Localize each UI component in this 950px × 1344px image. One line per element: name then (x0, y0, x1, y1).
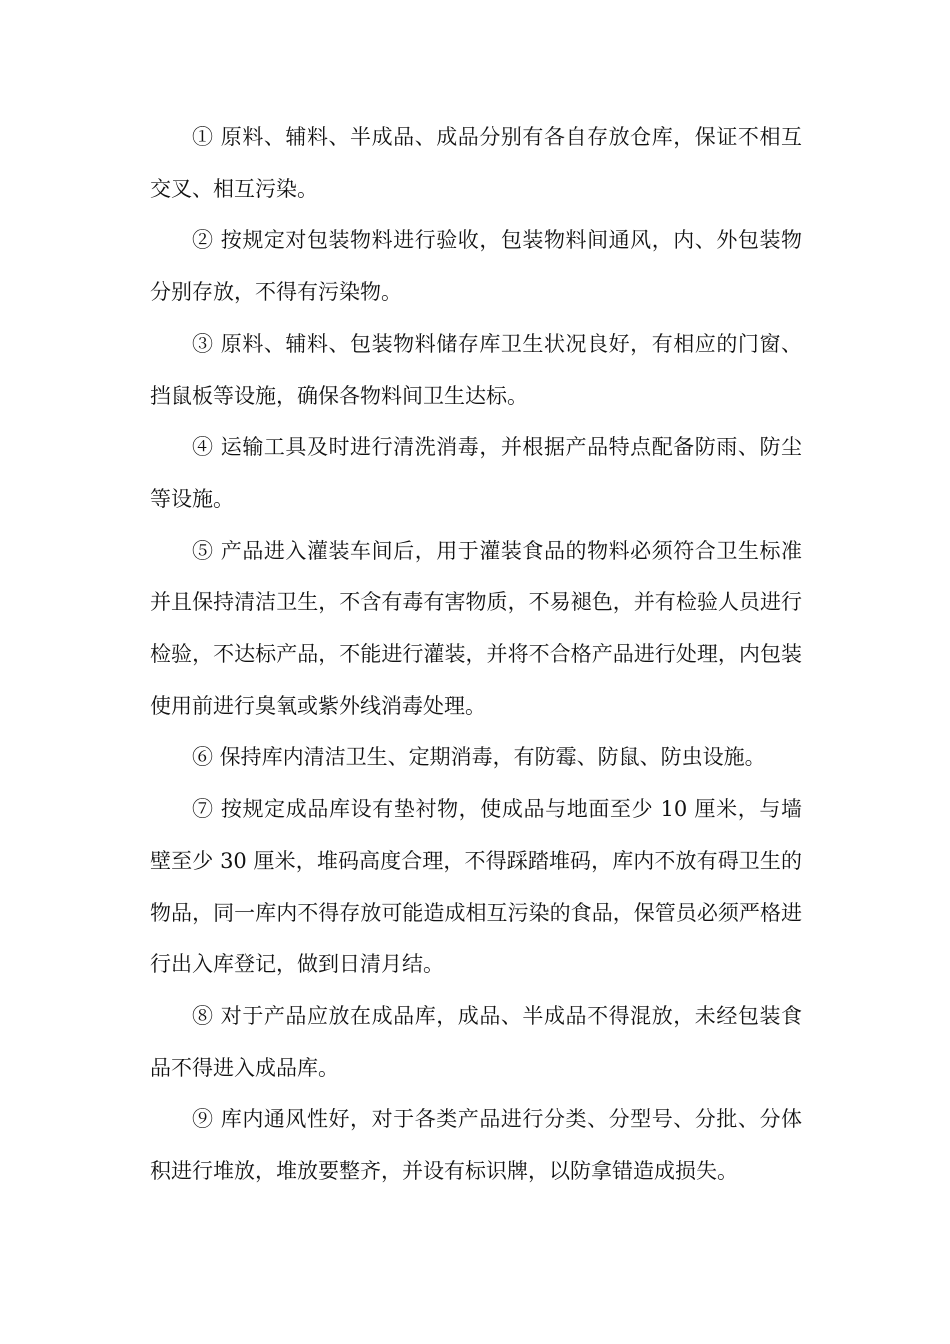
paragraph-5: ⑤ 产品进入灌装车间后，用于灌装食品的物料必须符合卫生标准并且保持清洁卫生，不含有毒有害物质，不易褪色，并有检验人员进行检验，不达标产品，不能进行灌装，并将不合格产品进行处理，内包装使用前进行臭氧或紫外线消毒处理。 (150, 538, 802, 718)
paragraph-4: ④ 运输工具及时进行清洗消毒，并根据产品特点配备防雨、防尘等设施。 (150, 435, 802, 511)
paragraph-2: ② 按规定对包装物料进行验收，包装物料间通风，内、外包装物分别存放，不得有污染物。 (150, 228, 802, 305)
document-body (150, 112, 802, 1198)
paragraph-7: ⑦ 按规定成品库设有垫衬物，使成品与地面至少 10 厘米，与墙壁至少 30 厘米，堆码高度合理，不得踩踏堆码，库内不放有碍卫生的物品，同一库内不得存放可能造成相互污染的食品，保管员必须严格进行出入库登记，做到日清月结。 (150, 797, 802, 977)
paragraph-3: ③ 原料、辅料、包装物料储存库卫生状况良好，有相应的门窗、挡鼠板等设施，确保各物料间卫生达标。 (150, 331, 802, 408)
paragraph-6: ⑥ 保持库内清洁卫生、定期消毒，有防霉、防鼠、防虫设施。 (192, 745, 766, 770)
paragraph-9: ⑨ 库内通风性好，对于各类产品进行分类、分型号、分批、分体积进行堆放，堆放要整齐，并设有标识牌，以防拿错造成损失。 (150, 1107, 802, 1184)
paragraph-1: ① 原料、辅料、半成品、成品分别有各自存放仓库，保证不相互交叉、相互污染。 (150, 125, 802, 201)
paragraph-8: ⑧ 对于产品应放在成品库，成品、半成品不得混放，未经包装食品不得进入成品库。 (150, 1003, 802, 1080)
